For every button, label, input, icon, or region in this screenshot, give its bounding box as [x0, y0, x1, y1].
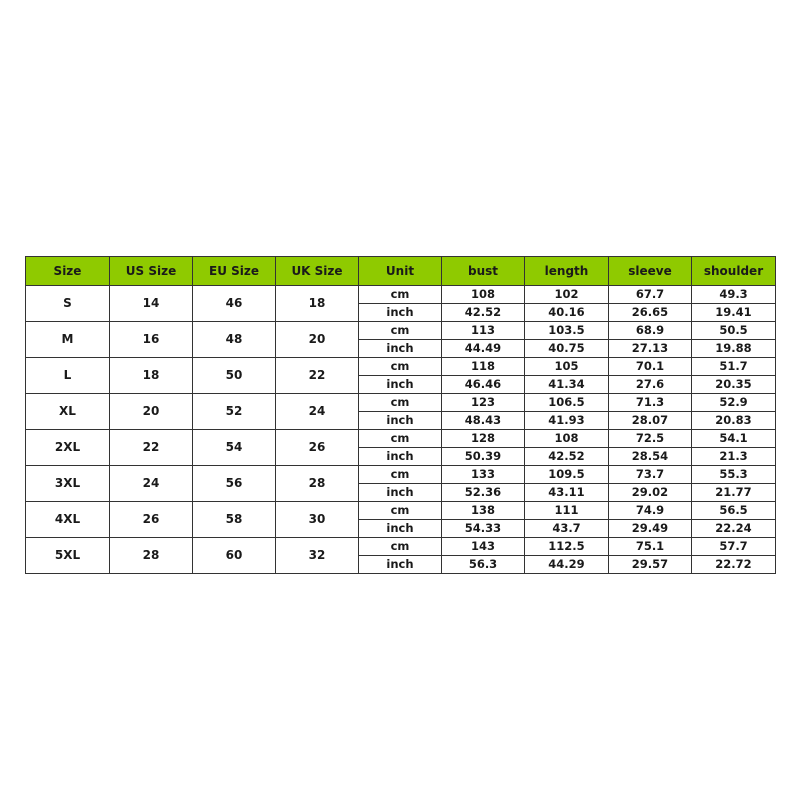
bust-cm-cell: 143 — [442, 538, 525, 556]
sleeve-inch-cell: 29.02 — [609, 484, 692, 502]
size-cell: 3XL — [26, 466, 110, 502]
unit-cell: cm — [359, 502, 442, 520]
us-size-cell: 16 — [110, 322, 193, 358]
header-size: Size — [26, 257, 110, 286]
bust-inch-cell: 50.39 — [442, 448, 525, 466]
shoulder-inch-cell: 19.41 — [692, 304, 776, 322]
sleeve-inch-cell: 29.57 — [609, 556, 692, 574]
us-size-cell: 18 — [110, 358, 193, 394]
bust-cm-cell: 123 — [442, 394, 525, 412]
bust-cm-cell: 128 — [442, 430, 525, 448]
sleeve-inch-cell: 26.65 — [609, 304, 692, 322]
us-size-cell: 24 — [110, 466, 193, 502]
bust-inch-cell: 42.52 — [442, 304, 525, 322]
shoulder-cm-cell: 54.1 — [692, 430, 776, 448]
us-size-cell: 28 — [110, 538, 193, 574]
unit-cell: cm — [359, 358, 442, 376]
length-inch-cell: 41.93 — [525, 412, 609, 430]
eu-size-cell: 48 — [193, 322, 276, 358]
shoulder-cm-cell: 57.7 — [692, 538, 776, 556]
header-sleeve: sleeve — [609, 257, 692, 286]
bust-cm-cell: 138 — [442, 502, 525, 520]
unit-cell: inch — [359, 340, 442, 358]
length-inch-cell: 41.34 — [525, 376, 609, 394]
sleeve-cm-cell: 74.9 — [609, 502, 692, 520]
sleeve-inch-cell: 27.6 — [609, 376, 692, 394]
unit-cell: inch — [359, 484, 442, 502]
unit-cell: cm — [359, 430, 442, 448]
bust-cm-cell: 118 — [442, 358, 525, 376]
uk-size-cell: 26 — [276, 430, 359, 466]
unit-cell: cm — [359, 394, 442, 412]
bust-cm-cell: 113 — [442, 322, 525, 340]
bust-inch-cell: 54.33 — [442, 520, 525, 538]
shoulder-inch-cell: 22.72 — [692, 556, 776, 574]
table-row-cm — [26, 502, 776, 520]
shoulder-inch-cell: 22.24 — [692, 520, 776, 538]
table-row-cm — [26, 466, 776, 484]
shoulder-cm-cell: 55.3 — [692, 466, 776, 484]
eu-size-cell: 52 — [193, 394, 276, 430]
bust-inch-cell: 56.3 — [442, 556, 525, 574]
length-cm-cell: 109.5 — [525, 466, 609, 484]
us-size-cell: 22 — [110, 430, 193, 466]
shoulder-inch-cell: 20.35 — [692, 376, 776, 394]
sleeve-cm-cell: 67.7 — [609, 286, 692, 304]
eu-size-cell: 58 — [193, 502, 276, 538]
length-inch-cell: 40.75 — [525, 340, 609, 358]
sleeve-cm-cell: 72.5 — [609, 430, 692, 448]
unit-cell: inch — [359, 556, 442, 574]
header-row — [26, 257, 776, 286]
sleeve-inch-cell: 28.07 — [609, 412, 692, 430]
size-cell: S — [26, 286, 110, 322]
size-chart-table — [25, 256, 776, 574]
size-cell: M — [26, 322, 110, 358]
eu-size-cell: 54 — [193, 430, 276, 466]
bust-inch-cell: 48.43 — [442, 412, 525, 430]
header-eu-size: EU Size — [193, 257, 276, 286]
sleeve-cm-cell: 71.3 — [609, 394, 692, 412]
length-inch-cell: 42.52 — [525, 448, 609, 466]
sleeve-inch-cell: 29.49 — [609, 520, 692, 538]
eu-size-cell: 56 — [193, 466, 276, 502]
header-shoulder: shoulder — [692, 257, 776, 286]
uk-size-cell: 18 — [276, 286, 359, 322]
length-cm-cell: 112.5 — [525, 538, 609, 556]
size-cell: 5XL — [26, 538, 110, 574]
size-chart-body — [26, 286, 776, 574]
unit-cell: inch — [359, 412, 442, 430]
shoulder-inch-cell: 20.83 — [692, 412, 776, 430]
shoulder-inch-cell: 19.88 — [692, 340, 776, 358]
length-cm-cell: 103.5 — [525, 322, 609, 340]
bust-inch-cell: 46.46 — [442, 376, 525, 394]
length-inch-cell: 43.7 — [525, 520, 609, 538]
eu-size-cell: 46 — [193, 286, 276, 322]
length-cm-cell: 111 — [525, 502, 609, 520]
table-row-cm — [26, 430, 776, 448]
sleeve-cm-cell: 68.9 — [609, 322, 692, 340]
us-size-cell: 26 — [110, 502, 193, 538]
unit-cell: inch — [359, 448, 442, 466]
uk-size-cell: 30 — [276, 502, 359, 538]
header-bust: bust — [442, 257, 525, 286]
unit-cell: inch — [359, 304, 442, 322]
eu-size-cell: 60 — [193, 538, 276, 574]
shoulder-inch-cell: 21.77 — [692, 484, 776, 502]
size-cell: 2XL — [26, 430, 110, 466]
sleeve-cm-cell: 73.7 — [609, 466, 692, 484]
uk-size-cell: 28 — [276, 466, 359, 502]
table-row-cm — [26, 538, 776, 556]
header-us-size: US Size — [110, 257, 193, 286]
length-cm-cell: 105 — [525, 358, 609, 376]
shoulder-cm-cell: 50.5 — [692, 322, 776, 340]
unit-cell: cm — [359, 538, 442, 556]
table-row-cm — [26, 394, 776, 412]
shoulder-inch-cell: 21.3 — [692, 448, 776, 466]
length-inch-cell: 40.16 — [525, 304, 609, 322]
bust-cm-cell: 108 — [442, 286, 525, 304]
sleeve-cm-cell: 75.1 — [609, 538, 692, 556]
shoulder-cm-cell: 49.3 — [692, 286, 776, 304]
header-unit: Unit — [359, 257, 442, 286]
unit-cell: inch — [359, 376, 442, 394]
bust-inch-cell: 52.36 — [442, 484, 525, 502]
shoulder-cm-cell: 52.9 — [692, 394, 776, 412]
table-row-cm — [26, 322, 776, 340]
bust-cm-cell: 133 — [442, 466, 525, 484]
size-cell: 4XL — [26, 502, 110, 538]
sleeve-inch-cell: 27.13 — [609, 340, 692, 358]
us-size-cell: 14 — [110, 286, 193, 322]
length-cm-cell: 106.5 — [525, 394, 609, 412]
length-inch-cell: 44.29 — [525, 556, 609, 574]
length-cm-cell: 108 — [525, 430, 609, 448]
shoulder-cm-cell: 56.5 — [692, 502, 776, 520]
sleeve-cm-cell: 70.1 — [609, 358, 692, 376]
sleeve-inch-cell: 28.54 — [609, 448, 692, 466]
uk-size-cell: 24 — [276, 394, 359, 430]
shoulder-cm-cell: 51.7 — [692, 358, 776, 376]
size-cell: L — [26, 358, 110, 394]
uk-size-cell: 32 — [276, 538, 359, 574]
length-cm-cell: 102 — [525, 286, 609, 304]
us-size-cell: 20 — [110, 394, 193, 430]
size-cell: XL — [26, 394, 110, 430]
unit-cell: cm — [359, 286, 442, 304]
header-uk-size: UK Size — [276, 257, 359, 286]
unit-cell: cm — [359, 466, 442, 484]
unit-cell: inch — [359, 520, 442, 538]
uk-size-cell: 20 — [276, 322, 359, 358]
uk-size-cell: 22 — [276, 358, 359, 394]
bust-inch-cell: 44.49 — [442, 340, 525, 358]
length-inch-cell: 43.11 — [525, 484, 609, 502]
table-row-cm — [26, 358, 776, 376]
unit-cell: cm — [359, 322, 442, 340]
table-row-cm — [26, 286, 776, 304]
eu-size-cell: 50 — [193, 358, 276, 394]
header-length: length — [525, 257, 609, 286]
